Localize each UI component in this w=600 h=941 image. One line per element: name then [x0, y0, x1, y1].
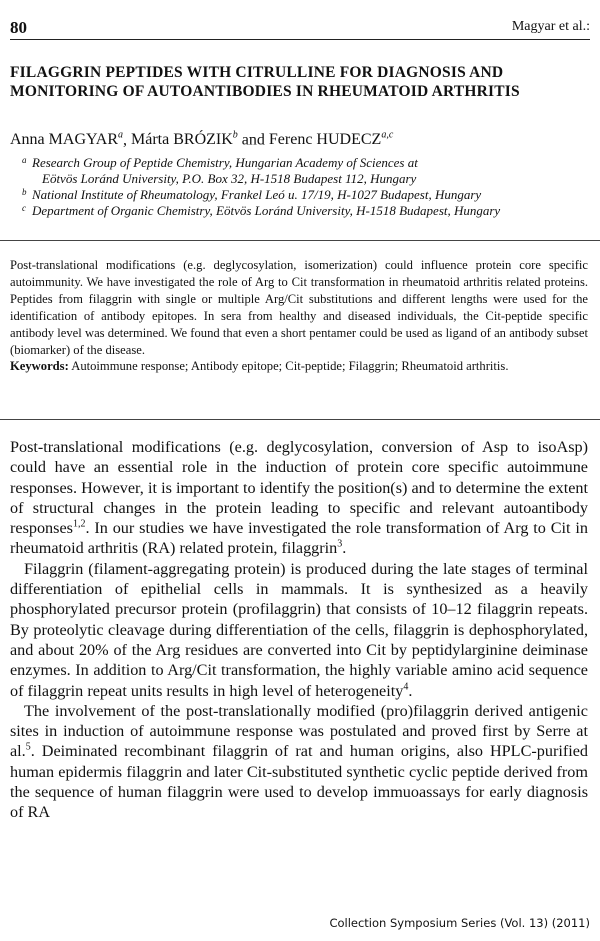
author-3: Ferenc HUDECZ$^{a,c}$	[268, 130, 394, 149]
running-head	[10, 18, 590, 38]
affiliation-c: c Department of Organic Chemistry, Eötvös Loránd University, H-1518 Budapest, Hungary	[22, 203, 501, 218]
paragraph-2: Filaggrin (filament-aggregating protein) is produced during the late stages of terminal differentiation of epithelial cells in mammals. It is synthesized as a heavily phosphorylated precursor protein (profilaggrin) that consists of 10–12 filaggrin repeats. By proteolytic cleavage during differentiation of the cells, filaggrin is dephosphorylated, and about 20% of the Arg residues are converted into Cit by peptidylarginine deiminase enzymes. In addition to Arg/Cit transformation, the highly variable amino acid sequence of filaggrin repeat units results in high level of heterogeneity$^4$.	[10, 559, 588, 700]
citation-1-2[interactable]: 1,2	[72, 518, 86, 530]
author-list: Anna MAGYAR$^a$, Márta BRÓZIK$^b$ and Ferenc HUDECZ$^{a,c}$	[10, 130, 394, 149]
paper-title: FILAGGRIN PEPTIDES WITH CITRULLINE FOR DIAGNOSIS AND MONITORING OF AUTOANTIBODIES IN RHEUMATOID ARTHRITIS	[10, 64, 520, 100]
keywords	[10, 358, 588, 375]
affiliation-a: a Research Group of Peptide Chemistry, Hungarian Academy of Sciences at Eötvös Loránd University, P.O. Box 32, H-1518 Budapest 112, Hungary	[22, 155, 418, 186]
citation-3[interactable]: 3	[337, 539, 343, 551]
author-2: Márta BRÓZIK$^b$	[131, 130, 238, 149]
affiliations	[22, 155, 590, 219]
abstract-body: Post-translational modifications (e.g. deglycosylation, isomerization) could influence protein core specific autoimmunity. We have investigated the role of Arg to Cit transformation in rheumatoid arthritis related proteins. Peptides from filaggrin with single or multiple Arg/Cit substitutions and different lengths were used for the identification of antibody epitopes. In sera from healthy and diseased individuals, the Cit-peptide specific antibody level was determined. We found that even a short pentamer could be used as ligand of an antibody subset (biomarker) of the disease.	[10, 258, 588, 357]
affiliation-b: b National Institute of Rheumatology, Frankel Leó u. 17/19, H-1027 Budapest, Hungary	[22, 187, 482, 202]
citation-4[interactable]: 4	[403, 681, 409, 693]
page-number: 80	[10, 18, 27, 37]
page-footer: Collection Symposium Series (Vol. 13) (2011)	[329, 916, 590, 930]
keywords-list: Autoimmune response; Antibody epitope; Cit-peptide; Filaggrin; Rheumatoid arthritis.	[71, 359, 509, 374]
abstract	[10, 257, 588, 375]
keywords-label: Keywords:	[10, 359, 69, 374]
author-1: Anna MAGYAR$^a$	[10, 130, 124, 149]
header-rule	[10, 39, 590, 40]
paragraph-3: The involvement of the post-translationally modified (pro)filaggrin derived antigenic sites in induction of autoimmune response was postulated and proved first by Serre at al.$^5$. Deiminated recombinant filaggrin of rat and human origins, also HPLC-purified human epidermis filaggrin and later Cit-substituted synthetic cyclic peptide derived from the sequence of human filaggrin were used to develop immuoassays for early diagnosis of RA	[10, 701, 588, 822]
running-author: Magyar et al.:	[511, 19, 590, 34]
paragraph-1: Post-translational modifications (e.g. deglycosylation, conversion of Asp to isoAsp) could have an essential role in the induction of protein core specific autoimmune responses. However, it is important to identify the position(s) and to determine the extent of structural changes in the protein leading to specific and relevant autoantibody responses$^{1,2}$. In our studies we have investigated the role transformation of Arg to Cit in rheumatoid arthritis (RA) related protein, filaggrin$^3$.	[10, 438, 588, 558]
main-text	[10, 437, 588, 823]
citation-5[interactable]: 5	[25, 742, 31, 754]
